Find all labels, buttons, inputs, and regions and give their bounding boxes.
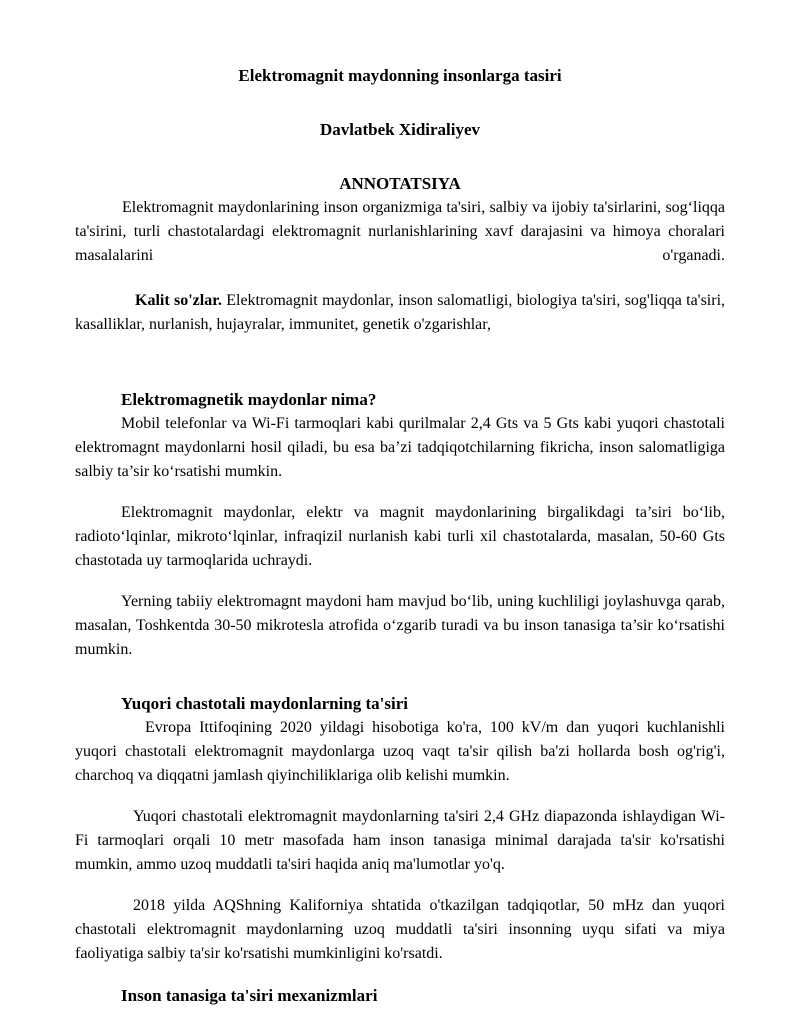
section-paragraph: Mobil telefonlar va Wi-Fi tarmoqlari kabi qurilmalar 2,4 Gts va 5 Gts kabi yuqori chastotali elektromagnt maydonlarni hosil qiladi, bu esa ba’zi tadqiqotchilarning fikricha, inson salomatligiga salbiy ta’sir ko‘rsatishi mumkin. (75, 415, 725, 480)
document-title: Elektromagnit maydonning insonlarga tasiri (238, 66, 562, 85)
annotation-paragraph: Elektromagnit maydonlarining inson organizmiga ta'siri, salbiy va ijobiy ta'sirlarini, sog‘liqqa ta'sirini, turli chastotalardagi elektromagnit nurlanishlarining xavf darajasini va himoya choralari masalalarini o'rganadi. (75, 199, 725, 264)
section-heading: Elektromagnetik maydonlar nima? (121, 390, 377, 409)
section-heading: Inson tanasiga ta'siri mexanizmlari (121, 986, 378, 1005)
section-heading: Yuqori chastotali maydonlarning ta'siri (121, 694, 408, 713)
section-paragraph: Yerning tabiiy elektromagnt maydoni ham mavjud bo‘lib, uning kuchliligi joylashuvga qarab, masalan, Toshkentda 30-50 mikrotesla atrofida o‘zgarib turadi va bu inson tanasiga ta’sir ko‘rsatishi mumkin. (75, 593, 725, 658)
annotation-heading: ANNOTATSIYA (339, 174, 461, 193)
document-author: Davlatbek Xidiraliyev (319, 120, 481, 139)
keywords-label: Kalit so'zlar. (135, 292, 222, 309)
section-paragraph: Elektromagnit maydonlar, elektr va magnit maydonlarining birgalikdagi ta’siri bo‘lib, radioto‘lqinlar, mikroto‘lqinlar, infraqizil nurlanish kabi turli xil chastotalarda, masalan, 50-60 Gts chastotada uy tarmoqlarida uchraydi. (75, 504, 725, 569)
document-body (75, 64, 725, 1008)
keywords-paragraph (75, 289, 725, 337)
section-paragraph: 2018 yilda AQShning Kaliforniya shtatida o'tkazilgan tadqiqotlar, 50 mHz dan yuqori chastotali elektromagnit maydonlarning uzoq muddatli ta'siri insonning uyqu sifati va miya faoliyatiga salbiy ta'sir ko'rsatishi mumkinligini ko'rsatdi. (75, 897, 725, 962)
section-paragraph: Yuqori chastotali elektromagnit maydonlarning ta'siri 2,4 GHz diapazonda ishlaydigan Wi-Fi tarmoqlari orqali 10 metr masofada ham inson tanasiga minimal darajada ta'sir ko'rsatishi mumkin, ammo uzoq muddatli ta'siri haqida aniq ma'lumotlar yo'q. (75, 808, 725, 873)
keywords-text: Elektromagnit maydonlar, inson salomatligi, biologiya ta'siri, sog'liqqa ta'siri, kasalliklar, nurlanish, hujayralar, immunitet, genetik o'zgarishlar, (75, 292, 726, 333)
section-paragraph: Evropa Ittifoqining 2020 yildagi hisobotiga ko'ra, 100 kV/m dan yuqori kuchlanishli yuqori chastotali elektromagnit maydonlarga uzoq vaqt ta'sir qilish ba'zi hollarda bosh og'rig'i, charchoq va diqqatni jamlash qiyinchiliklariga olib kelishi mumkin. (75, 719, 725, 784)
